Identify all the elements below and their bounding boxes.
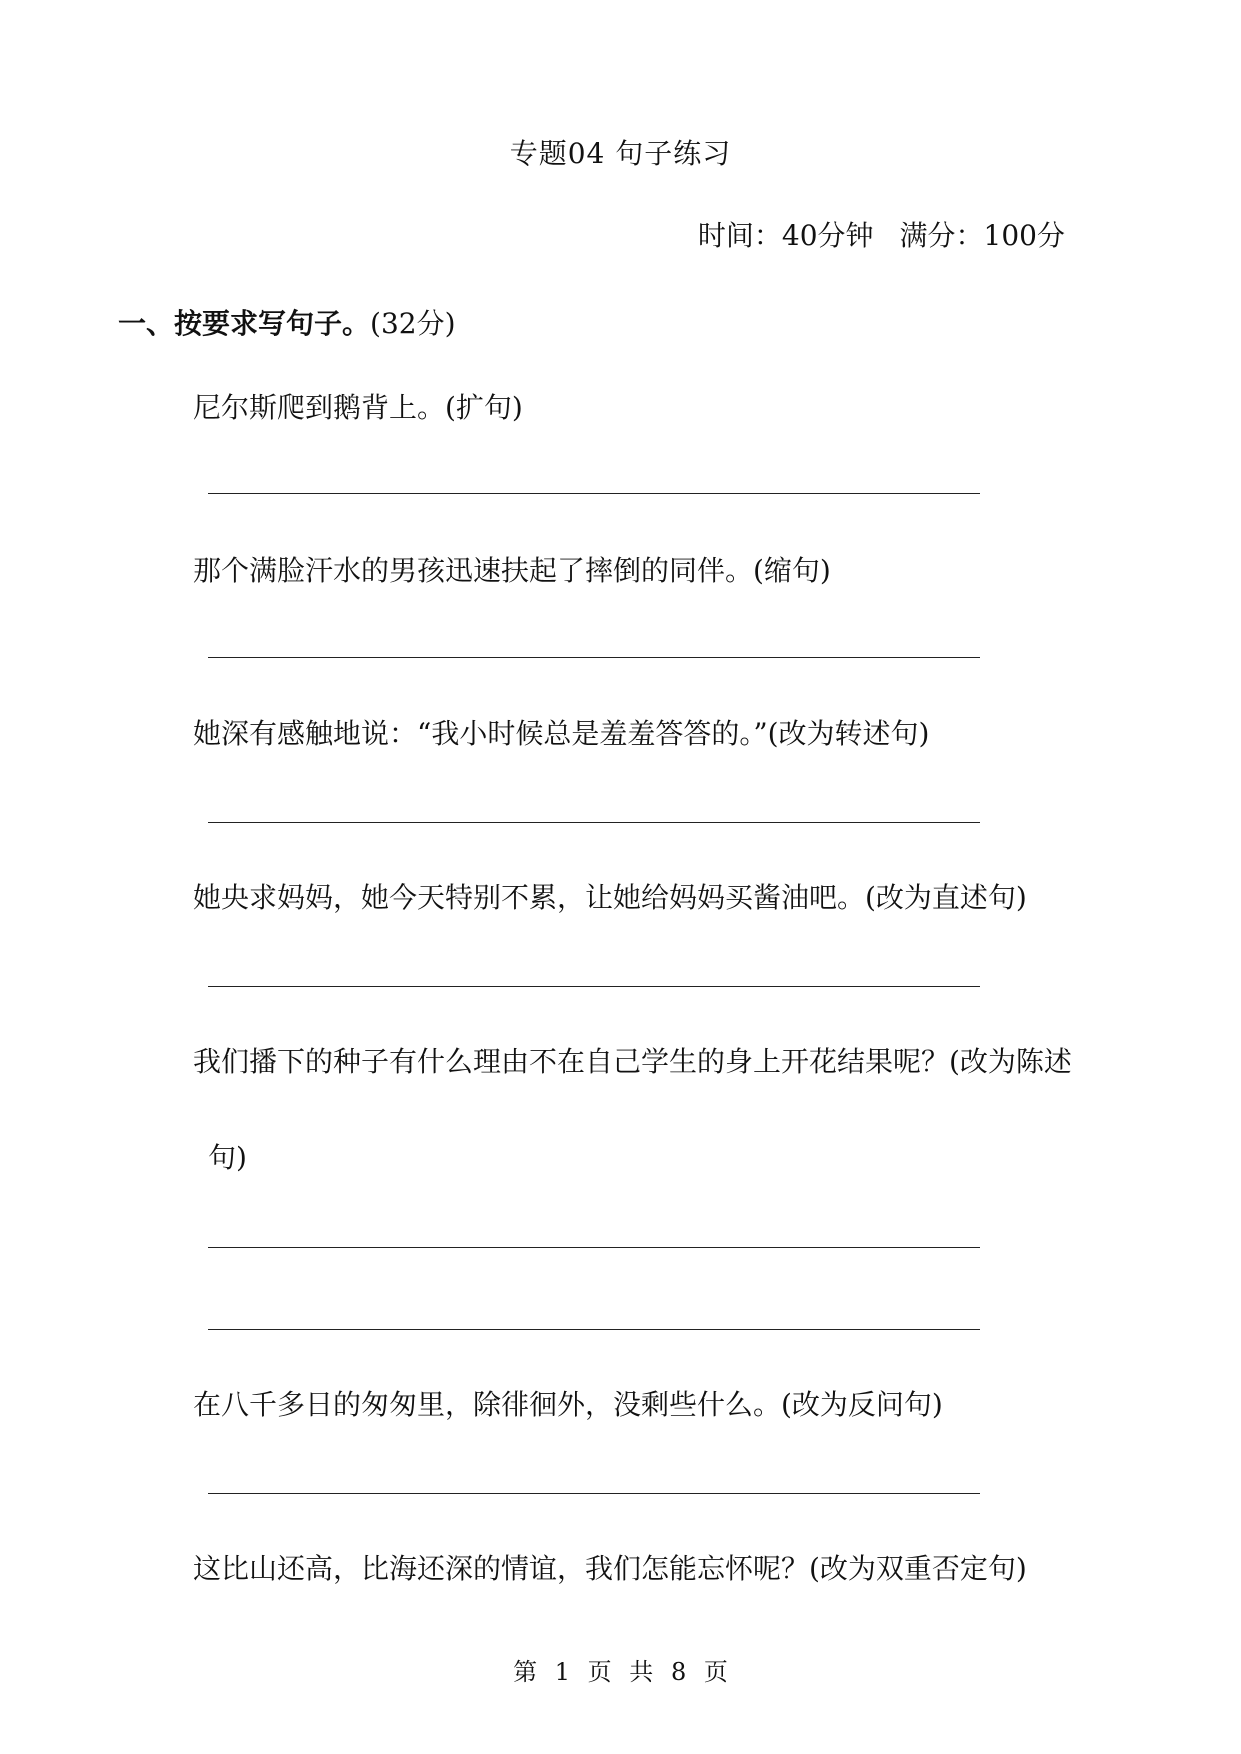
answer-line-5b[interactable]: [208, 1329, 980, 1330]
answer-line-1[interactable]: [208, 493, 980, 494]
question-5: 我们播下的种子有什么理由不在自己学生的身上开花结果呢？(改为陈述: [193, 1045, 1072, 1078]
question-2: 那个满脸汗水的男孩迅速扶起了摔倒的同伴。(缩句): [193, 554, 831, 587]
answer-line-5a[interactable]: [208, 1247, 980, 1248]
section-heading: [118, 302, 456, 342]
question-1: 尼尔斯爬到鹅背上。(扩句): [193, 391, 523, 424]
question-6: 在八千多日的匆匆里，除徘徊外，没剩些什么。(改为反问句): [193, 1388, 943, 1421]
section-score: (32分): [370, 307, 456, 340]
page-footer: 第 1 页 共 8 页: [513, 1658, 728, 1686]
question-4: 她央求妈妈，她今天特别不累，让她给妈妈买酱油吧。(改为直述句): [193, 881, 1027, 914]
answer-line-2[interactable]: [208, 657, 980, 658]
page-title: 专题04 句子练习: [509, 137, 732, 170]
question-3: 她深有感触地说：“我小时候总是羞羞答答的。”(改为转述句): [193, 717, 930, 750]
answer-line-6[interactable]: [208, 1493, 980, 1494]
time-label: 时间：40分钟: [697, 219, 874, 252]
question-7: 这比山还高，比海还深的情谊，我们怎能忘怀呢？(改为双重否定句): [193, 1552, 1027, 1585]
exam-meta: [698, 214, 1065, 254]
section-title: 一、按要求写句子。: [118, 307, 371, 340]
score-label: 满分：100分: [899, 219, 1065, 252]
answer-line-4[interactable]: [208, 986, 980, 987]
answer-line-3[interactable]: [208, 822, 980, 823]
question-5-continuation: 句): [208, 1141, 247, 1174]
